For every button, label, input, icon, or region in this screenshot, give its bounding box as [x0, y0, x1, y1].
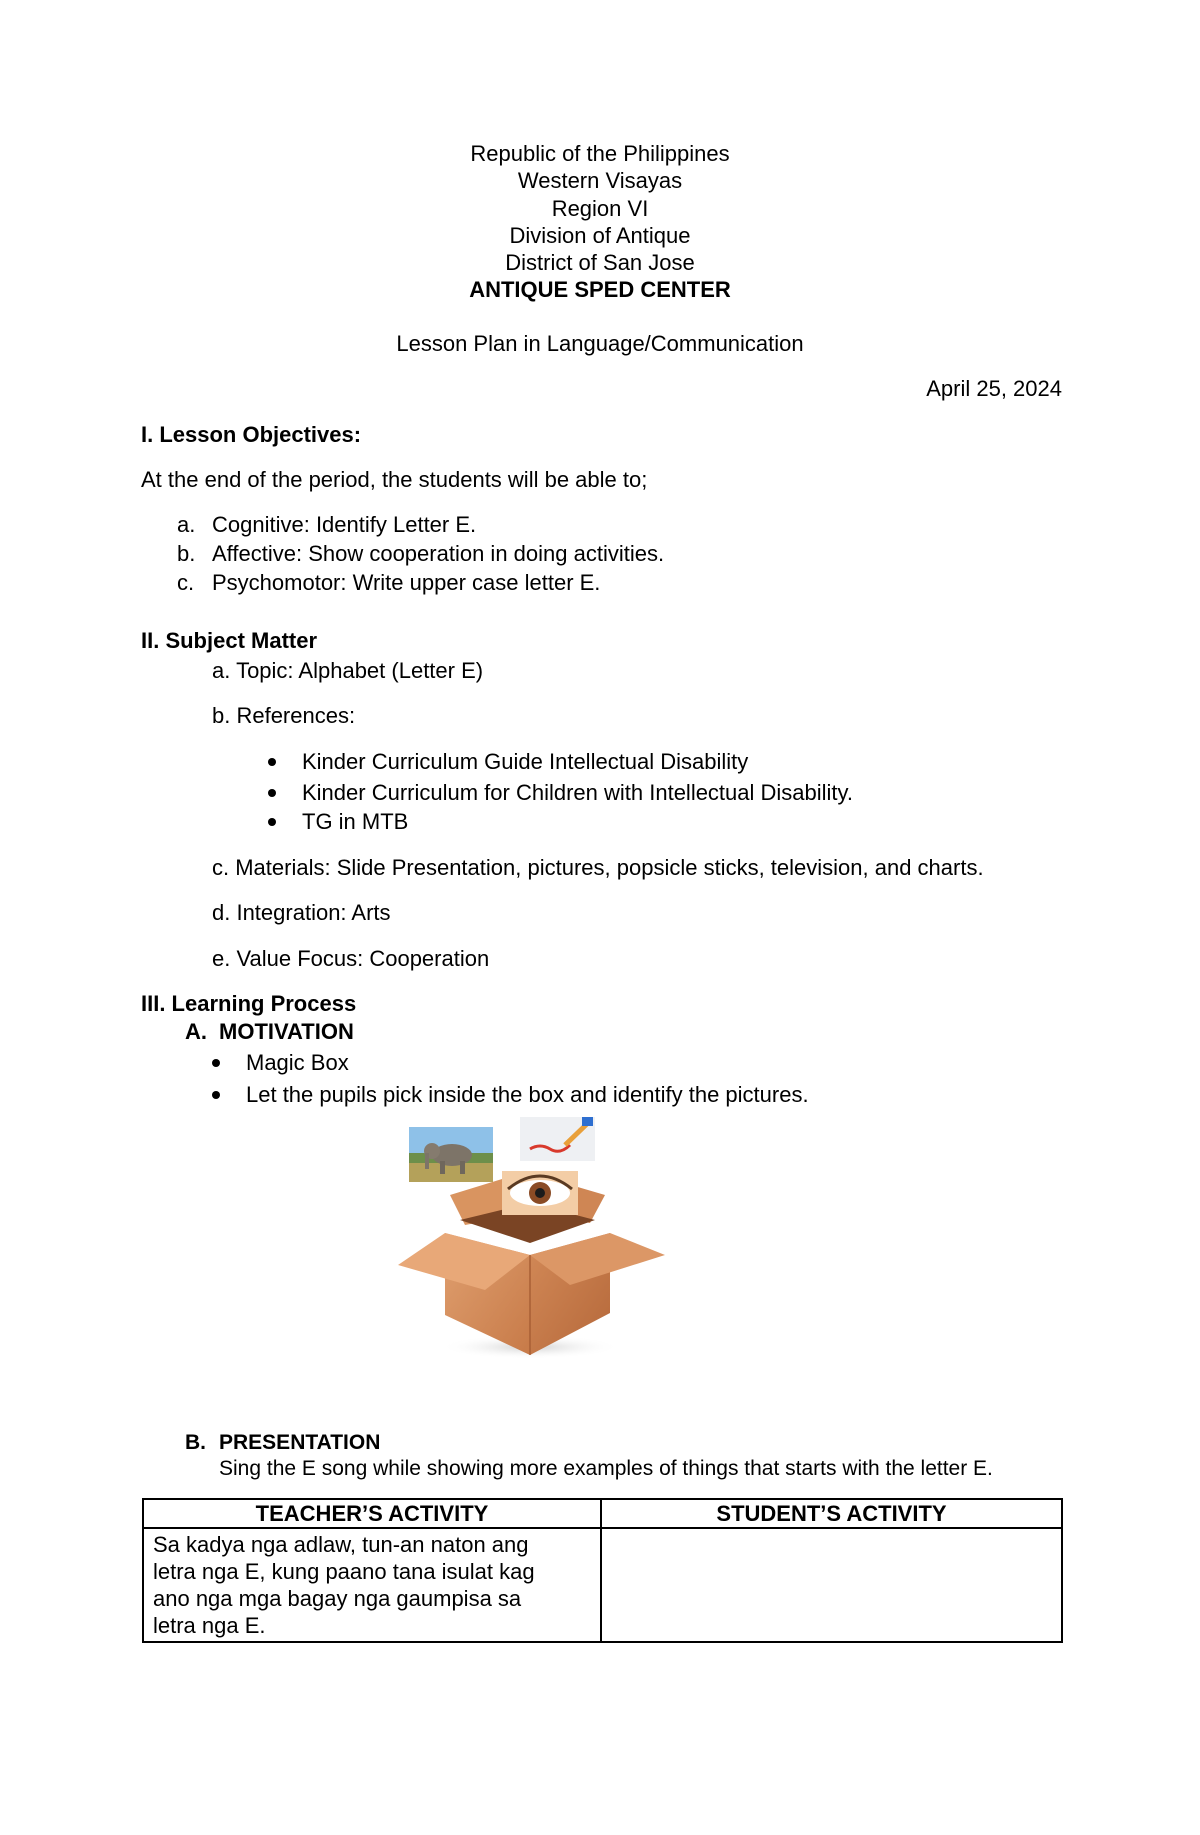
- subject-matter-heading: II. Subject Matter: [141, 628, 318, 653]
- header-district: District of San Jose: [505, 250, 695, 275]
- table-header-row: [143, 1499, 1062, 1528]
- student-activity-cell: [601, 1528, 1062, 1642]
- bullet-icon: [268, 758, 276, 766]
- materials-line: c. Materials: Slide Presentation, pictures, popsicle sticks, television, and charts.: [212, 855, 984, 880]
- table-row: [143, 1528, 1062, 1642]
- learning-process-heading: III. Learning Process: [141, 991, 357, 1016]
- eye-picture: [502, 1171, 578, 1215]
- presentation-text: Sing the E song while showing more examples of things that starts with the letter E.: [219, 1457, 993, 1480]
- value-focus-line: e. Value Focus: Cooperation: [212, 946, 490, 971]
- presentation-marker: B.: [185, 1431, 206, 1454]
- lesson-title: Lesson Plan in Language/Communication: [396, 331, 804, 356]
- elephant-picture: [409, 1127, 493, 1182]
- student-activity-header: STUDENT’S ACTIVITY: [601, 1499, 1062, 1528]
- motivation-title: MOTIVATION: [219, 1019, 354, 1044]
- lesson-date: April 25, 2024: [926, 376, 1062, 401]
- references-label: b. References:: [212, 703, 356, 728]
- objective-cognitive: Cognitive: Identify Letter E.: [212, 512, 477, 537]
- school-name: ANTIQUE SPED CENTER: [469, 277, 731, 302]
- integration-line: d. Integration: Arts: [212, 900, 391, 925]
- motivation-marker: A.: [185, 1019, 207, 1044]
- presentation-title: PRESENTATION: [219, 1431, 381, 1454]
- reference-item: Kinder Curriculum Guide Intellectual Disability: [302, 749, 749, 774]
- magic-box-illustration: [390, 1115, 680, 1365]
- header-division: Division of Antique: [509, 223, 691, 248]
- teacher-activity-header: TEACHER’S ACTIVITY: [143, 1499, 601, 1528]
- bullet-icon: [268, 818, 276, 826]
- teacher-activity-line: letra nga E.: [153, 1613, 266, 1638]
- objectives-intro: At the end of the period, the students will be able to;: [141, 467, 648, 492]
- header-region-name: Western Visayas: [517, 168, 683, 193]
- bullet-icon: [268, 789, 276, 797]
- bullet-icon: [212, 1059, 220, 1067]
- objective-psychomotor: Psychomotor: Write upper case letter E.: [212, 570, 601, 595]
- teacher-activity-line: ano nga mga bagay nga gaumpisa sa: [153, 1586, 522, 1611]
- reference-item: Kinder Curriculum for Children with Intellectual Disability.: [302, 780, 854, 805]
- header-region: Region VI: [551, 196, 649, 221]
- objective-marker: a.: [177, 512, 196, 537]
- bullet-icon: [212, 1091, 220, 1099]
- header-republic: Republic of the Philippines: [470, 141, 730, 166]
- motivation-bullet: Magic Box: [246, 1050, 349, 1075]
- objectives-heading: I. Lesson Objectives:: [141, 422, 362, 447]
- teacher-activity-line: letra nga E, kung paano tana isulat kag: [153, 1559, 535, 1584]
- objective-affective: Affective: Show cooperation in doing activities.: [212, 541, 665, 566]
- teacher-activity-cell: [143, 1528, 601, 1642]
- teacher-activity-line: Sa kadya nga adlaw, tun-an naton ang: [153, 1532, 529, 1557]
- motivation-bullet: Let the pupils pick inside the box and identify the pictures.: [246, 1082, 809, 1107]
- paint-brush-picture: [520, 1117, 595, 1161]
- objective-marker: b.: [177, 541, 196, 566]
- reference-item: TG in MTB: [302, 809, 409, 834]
- topic-line: a. Topic: Alphabet (Letter E): [212, 658, 484, 683]
- objective-marker: c.: [177, 570, 195, 595]
- activity-table: [142, 1498, 1063, 1643]
